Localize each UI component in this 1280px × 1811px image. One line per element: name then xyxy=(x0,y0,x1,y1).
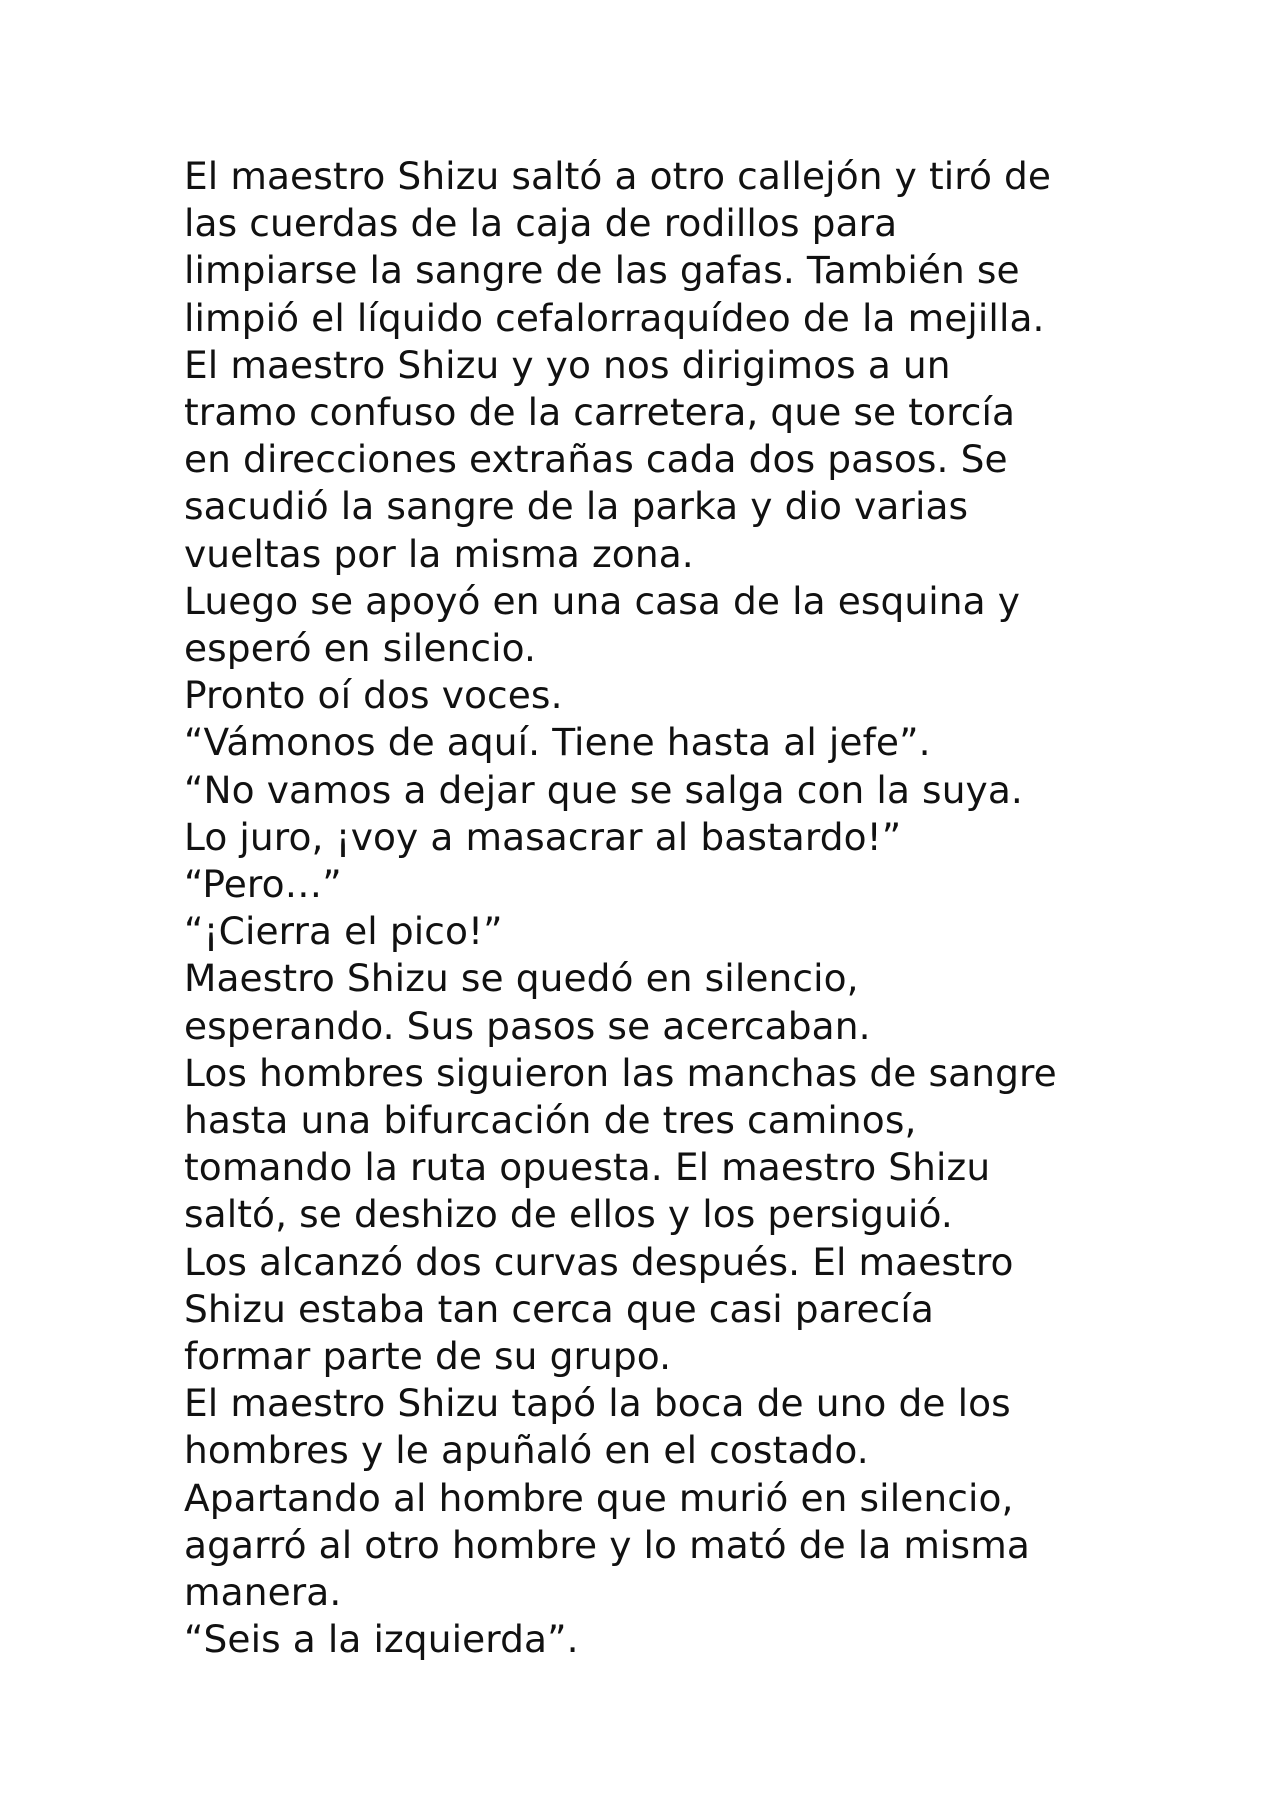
text-line: saltó, se deshizo de ellos y los persiguió. xyxy=(184,1192,953,1237)
text-line: las cuerdas de la caja de rodillos para xyxy=(184,201,898,246)
text-line: Shizu estaba tan cerca que casi parecía xyxy=(184,1286,934,1331)
text-line: hasta una bifurcación de tres caminos, xyxy=(184,1098,917,1143)
text-line: El maestro Shizu saltó a otro callejón y tiró de xyxy=(184,154,1052,198)
text-line: “¡Cierra el pico!” xyxy=(184,909,503,954)
text-line: sacudió la sangre de la parka y dio varias xyxy=(184,484,969,529)
text-line: hombres y le apuñaló en el costado. xyxy=(184,1428,869,1473)
text-line: en direcciones extrañas cada dos pasos. Se xyxy=(184,437,1008,482)
text-line: El maestro Shizu tapó la boca de uno de los xyxy=(184,1381,1011,1426)
text-line: “No vamos a dejar que se salga con la suya. xyxy=(184,767,1023,812)
text-line: agarró al otro hombre y lo mató de la misma xyxy=(184,1522,1030,1567)
text-line: Los alcanzó dos curvas después. El maestro xyxy=(184,1239,1014,1284)
text-line: limpiarse la sangre de las gafas. También se xyxy=(184,248,1020,293)
text-line: “Vámonos de aquí. Tiene hasta al jefe”. xyxy=(184,720,931,765)
text-line: vueltas por la misma zona. xyxy=(184,531,694,576)
text-line: esperando. Sus pasos se acercaban. xyxy=(184,1003,871,1048)
text-line: formar parte de su grupo. xyxy=(184,1334,672,1379)
text-line: El maestro Shizu y yo nos dirigimos a un xyxy=(184,342,951,387)
text-line: Apartando al hombre que murió en silencio, xyxy=(184,1475,1014,1520)
text-line: Los hombres siguieron las manchas de sangre xyxy=(184,1050,1057,1095)
text-line: tomando la ruta opuesta. El maestro Shizu xyxy=(184,1145,991,1190)
text-line: tramo confuso de la carretera, que se torcía xyxy=(184,390,1016,435)
body-text xyxy=(184,153,1144,1664)
text-line: Pronto oí dos voces. xyxy=(184,673,563,718)
text-line: “Seis a la izquierda”. xyxy=(184,1617,579,1662)
text-line: Luego se apoyó en una casa de la esquina y xyxy=(184,578,1021,623)
text-line: “Pero…” xyxy=(184,862,342,907)
text-line: esperó en silencio. xyxy=(184,626,537,671)
text-line: Lo juro, ¡voy a masacrar al bastardo!” xyxy=(184,814,902,859)
text-line: limpió el líquido cefalorraquídeo de la mejilla. xyxy=(184,295,1045,340)
text-line: Maestro Shizu se quedó en silencio, xyxy=(184,956,859,1001)
text-line: manera. xyxy=(184,1570,342,1615)
